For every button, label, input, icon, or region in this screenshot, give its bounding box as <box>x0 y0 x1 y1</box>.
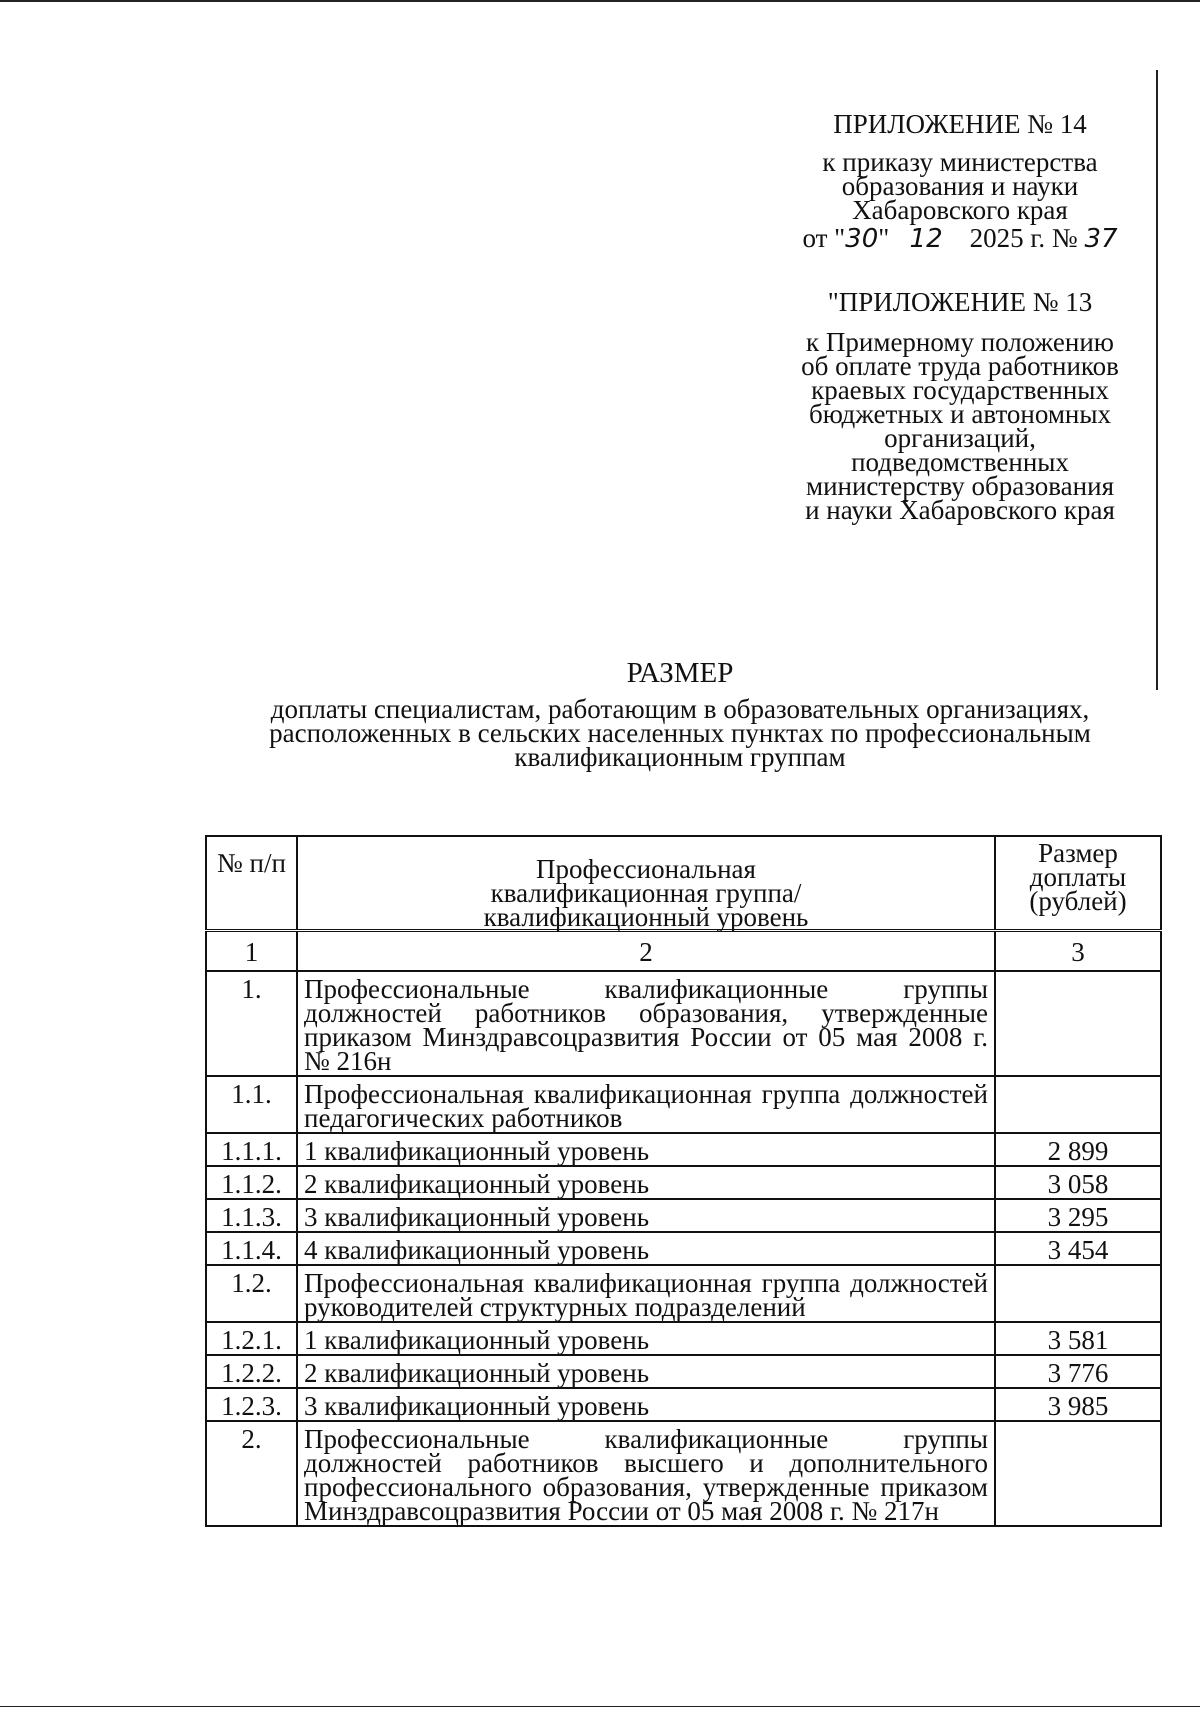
appendix-13-line: об оплате труда работников <box>801 351 1119 381</box>
row-amount: 3 295 <box>995 1199 1161 1232</box>
table-row <box>206 1133 1161 1166</box>
date-mid: " <box>878 223 897 253</box>
appendix-13-title: "ПРИЛОЖЕНИЕ № 13 <box>827 287 1093 317</box>
order-date-line <box>790 223 1130 254</box>
header-amount: Размер доплаты (рублей) <box>995 836 1161 931</box>
document-subtitle: доплаты специалистам, работающим в образовательных организациях, расположенных в сельских населенных пунктах по профессиональным квалификационным группам <box>269 694 1091 772</box>
table-row <box>206 1265 1161 1322</box>
column-number: 2 <box>297 931 995 972</box>
row-name: 3 квалификационный уровень <box>297 1199 995 1232</box>
row-number: 1.1.1. <box>206 1133 297 1166</box>
row-amount <box>995 1076 1161 1133</box>
appendix-13-line: организаций, <box>884 423 1036 453</box>
row-name: 2 квалификационный уровень <box>297 1355 995 1388</box>
table-row <box>206 1322 1161 1355</box>
appendix-14-line: образования и науки <box>841 171 1079 201</box>
date-prefix: от " <box>802 223 846 253</box>
column-number: 1 <box>206 931 297 972</box>
allowance-table <box>205 835 1162 1527</box>
appendix-14-block <box>790 109 1130 254</box>
row-name: Профессиональная квалификационная группа должностей руководителей структурных подразделений <box>297 1265 995 1322</box>
row-number: 1.2. <box>206 1265 297 1322</box>
appendix-13-line: подведомственных <box>851 447 1069 477</box>
column-number: 3 <box>995 931 1161 972</box>
scan-top-line <box>0 0 1200 2</box>
table-header-row <box>206 836 1161 931</box>
table-row <box>206 1232 1161 1265</box>
row-name: Профессиональная квалификационная группа должностей педагогических работников <box>297 1076 995 1133</box>
row-number: 1. <box>206 971 297 1076</box>
row-amount: 3 985 <box>995 1388 1161 1421</box>
row-name: 1 квалификационный уровень <box>297 1133 995 1166</box>
row-name: 2 квалификационный уровень <box>297 1166 995 1199</box>
row-amount <box>995 1265 1161 1322</box>
appendix-14-line: Хабаровского края <box>852 195 1068 225</box>
row-amount: 3 454 <box>995 1232 1161 1265</box>
row-name: 3 квалификационный уровень <box>297 1388 995 1421</box>
appendix-14-title: ПРИЛОЖЕНИЕ № 14 <box>833 109 1087 139</box>
row-number: 1.2.1. <box>206 1322 297 1355</box>
appendix-13-line: к Примерному положению <box>806 327 1114 357</box>
row-number: 1.1.3. <box>206 1199 297 1232</box>
handwritten-order-number: 37 <box>1084 224 1118 254</box>
table-row <box>206 1076 1161 1133</box>
row-name: Профессиональные квалификационные группы должностей работников образования, утвержденные приказом Минздравсоцразвития России от 05 мая 2008 г. № 216н <box>297 971 995 1076</box>
row-name: 1 квалификационный уровень <box>297 1322 995 1355</box>
date-year: 2025 г. № <box>962 223 1085 253</box>
row-amount: 2 899 <box>995 1133 1161 1166</box>
appendix-13-block <box>780 287 1140 525</box>
column-number-row <box>206 931 1161 972</box>
header-group: Профессиональная квалификационная группа/квалификационный уровень <box>297 836 995 931</box>
document-title: РАЗМЕР <box>626 657 734 689</box>
row-amount: 3 581 <box>995 1322 1161 1355</box>
row-name: 4 квалификационный уровень <box>297 1232 995 1265</box>
scan-bottom-line <box>0 1706 1200 1707</box>
handwritten-month: 12 <box>909 224 943 254</box>
table-row <box>206 1166 1161 1199</box>
table-row <box>206 1388 1161 1421</box>
row-number: 1.2.2. <box>206 1355 297 1388</box>
table-row <box>206 1421 1161 1526</box>
row-amount <box>995 971 1161 1076</box>
appendix-13-line: и науки Хабаровского края <box>805 495 1115 525</box>
row-number: 1.1.2. <box>206 1166 297 1199</box>
row-number: 2. <box>206 1421 297 1526</box>
row-number: 1.1. <box>206 1076 297 1133</box>
header-number: № п/п <box>206 836 297 931</box>
row-number: 1.1.4. <box>206 1232 297 1265</box>
row-amount: 3 058 <box>995 1166 1161 1199</box>
row-name: Профессиональные квалификационные группы должностей работников высшего и дополнительного профессионального образования, утвержденные приказом Минздравсоцразвития России от 05 мая 2008 г. № 217н <box>297 1421 995 1526</box>
table-row <box>206 971 1161 1076</box>
row-number: 1.2.3. <box>206 1388 297 1421</box>
appendix-13-line: бюджетных и автономных <box>808 399 1111 429</box>
appendix-13-line: министерству образования <box>806 471 1114 501</box>
table-row <box>206 1199 1161 1232</box>
appendix-13-line: краевых государственных <box>811 375 1109 405</box>
appendix-14-line: к приказу министерства <box>822 147 1098 177</box>
handwritten-day: 30 <box>845 224 879 254</box>
row-amount: 3 776 <box>995 1355 1161 1388</box>
table-row <box>206 1355 1161 1388</box>
scan-right-line <box>1156 70 1158 690</box>
row-amount <box>995 1421 1161 1526</box>
